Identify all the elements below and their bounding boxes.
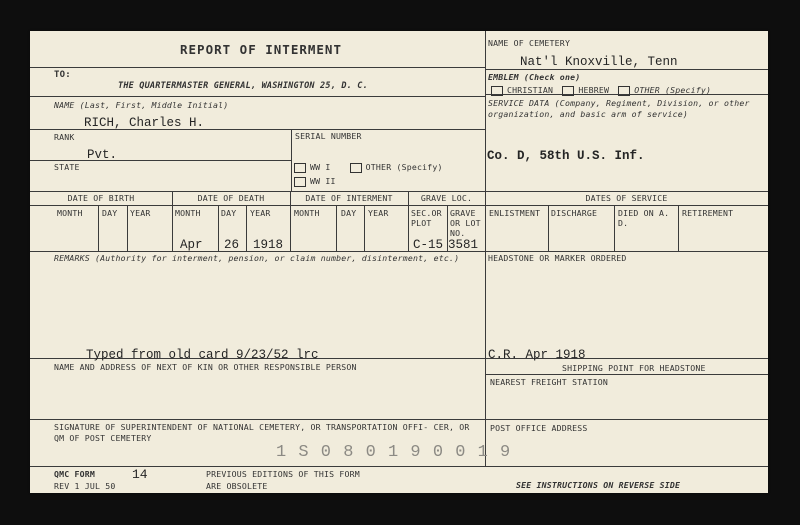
emblem-options — [491, 85, 711, 96]
to-label: TO: — [54, 70, 71, 80]
revision-label: REV 1 JUL 50 — [54, 481, 116, 491]
birth-day-label: DAY — [102, 208, 118, 218]
ww2-checkbox[interactable] — [294, 177, 306, 187]
sec-plot-value: C-15 — [413, 238, 444, 252]
rule — [30, 96, 485, 97]
previous-editions-note: PREVIOUS EDITIONS OF THIS FORM ARE OBSOLETE — [206, 469, 360, 491]
post-office-label: POST OFFICE ADDRESS — [490, 423, 588, 433]
other-war-label: OTHER (Specify) — [365, 162, 443, 172]
ww1-label: WW I — [310, 162, 331, 172]
christian-label: CHRISTIAN — [507, 85, 554, 95]
grave-loc-header: GRAVE LOC. — [420, 193, 473, 203]
rule — [485, 374, 768, 375]
rule — [548, 205, 549, 251]
rule — [30, 205, 768, 206]
rank-label: RANK — [54, 132, 75, 142]
retirement-label: RETIREMENT — [682, 208, 734, 218]
other-war-checkbox[interactable] — [350, 163, 362, 173]
war-options — [294, 162, 443, 173]
name-value: RICH, Charles H. — [84, 116, 205, 130]
rule — [291, 129, 292, 191]
other-emblem-checkbox[interactable] — [618, 86, 630, 96]
date-of-death-header: DATE OF DEATH — [197, 193, 265, 203]
rule — [678, 205, 679, 251]
christian-checkbox[interactable] — [491, 86, 503, 96]
birth-year-label: YEAR — [130, 208, 151, 218]
instructions-note: SEE INSTRUCTIONS ON REVERSE SIDE — [516, 480, 681, 490]
to-value: THE QUARTERMASTER GENERAL, WASHINGTON 25, D. C. — [118, 81, 368, 91]
died-on-label: DIED ON A. D. — [618, 208, 670, 228]
rule — [218, 205, 219, 251]
shipping-point-label: SHIPPING POINT FOR HEADSTONE — [562, 363, 706, 373]
remarks-label: REMARKS (Authority for interment, pension, or claim number, disinterment, etc.) — [54, 253, 460, 263]
cemetery-value: Nat'l Knoxville, Tenn — [520, 55, 678, 69]
interment-year-label: YEAR — [368, 208, 389, 218]
rule — [336, 205, 337, 251]
state-label: STATE — [54, 162, 80, 172]
hebrew-checkbox[interactable] — [562, 86, 574, 96]
rank-value: Pvt. — [87, 148, 118, 162]
grave-lot-value: 3581 — [448, 238, 479, 252]
signature-label: SIGNATURE OF SUPERINTENDENT OF NATIONAL CEMETERY, OR TRANSPORTATION OFFI- CER, OR QM OF POST CEMETERY — [54, 422, 470, 443]
rule — [364, 205, 365, 251]
service-data-value: Co. D, 58th U.S. Inf. — [487, 149, 645, 163]
headstone-value: C.R. Apr 1918 — [488, 348, 586, 362]
rule — [127, 205, 128, 251]
rule — [30, 251, 768, 252]
death-month-label: MONTH — [175, 208, 201, 218]
death-year-label: YEAR — [250, 208, 271, 218]
interment-day-label: DAY — [341, 208, 357, 218]
date-of-interment-header: DATE OF INTERMENT — [305, 193, 393, 203]
rule — [98, 205, 99, 251]
rule — [485, 69, 768, 70]
next-of-kin-label: NAME AND ADDRESS OF NEXT OF KIN OR OTHER RESPONSIBLE PERSON — [54, 362, 357, 372]
form-label: QMC FORM — [54, 469, 96, 479]
rule — [30, 67, 485, 68]
death-day-value: 26 — [224, 238, 240, 252]
cemetery-label: NAME OF CEMETERY — [488, 38, 571, 48]
death-day-label: DAY — [221, 208, 237, 218]
emblem-label: EMBLEM (Check one) — [488, 72, 581, 82]
stamped-number: 1 S 0 8 0 1 9 0 0 1 9 — [276, 443, 512, 462]
enlistment-label: ENLISTMENT — [489, 208, 541, 218]
grave-lot-label: GRAVE OR LOT NO. — [450, 208, 481, 238]
dates-of-service-header: DATES OF SERVICE — [585, 193, 668, 203]
discharge-label: DISCHARGE — [551, 208, 598, 218]
serial-number-label: SERIAL NUMBER — [295, 131, 362, 141]
ww2-label: WW II — [310, 176, 336, 186]
name-label: NAME (Last, First, Middle Initial) — [54, 100, 229, 110]
rule — [30, 419, 768, 420]
interment-card — [30, 31, 768, 493]
hebrew-label: HEBREW — [578, 85, 610, 95]
rule — [614, 205, 615, 251]
freight-station-label: NEAREST FREIGHT STATION — [490, 377, 608, 387]
death-month-value: Apr — [180, 238, 203, 252]
remarks-value: Typed from old card 9/23/52 lrc — [86, 348, 319, 362]
form-title: REPORT OF INTERMENT — [180, 42, 342, 57]
war-options-2 — [294, 176, 336, 187]
rule — [246, 205, 247, 251]
service-data-label: SERVICE DATA (Company, Regiment, Division, or other organization, and basic arm of service) — [488, 98, 750, 119]
ww1-checkbox[interactable] — [294, 163, 306, 173]
birth-month-label: MONTH — [57, 208, 83, 218]
interment-month-label: MONTH — [294, 208, 320, 218]
rule — [30, 160, 291, 161]
rule — [30, 191, 768, 192]
other-emblem-label: OTHER (Specify) — [634, 85, 712, 95]
form-number: 14 — [132, 467, 148, 482]
sec-plot-label: SEC.OR PLOT — [411, 208, 442, 228]
headstone-label: HEADSTONE OR MARKER ORDERED — [488, 253, 627, 263]
vertical-divider — [485, 31, 486, 466]
death-year-value: 1918 — [253, 238, 284, 252]
date-of-birth-header: DATE OF BIRTH — [67, 193, 135, 203]
